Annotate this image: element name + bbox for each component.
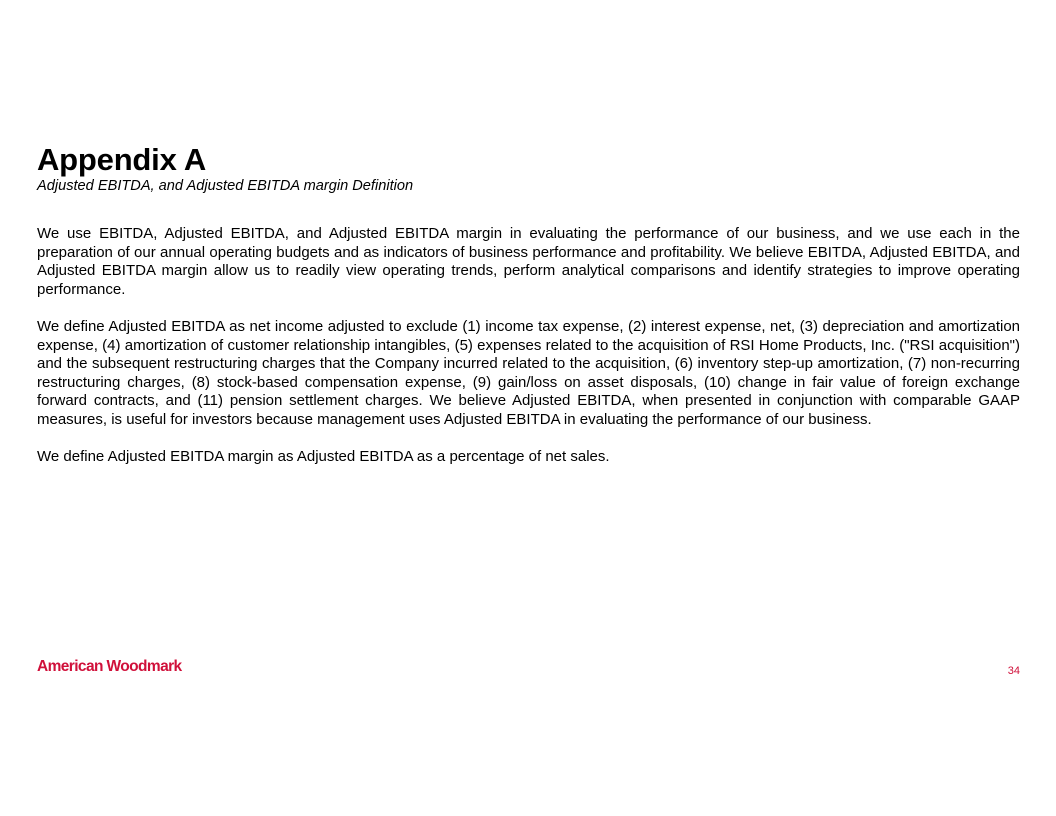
company-logo: American Woodmark (37, 658, 182, 675)
paragraph-adjusted-ebitda-definition: We define Adjusted EBITDA as net income adjusted to exclude (1) income tax expense, (2) interest expense, net, (3) depreciation and amortization expense, (4) amortization of customer relationship intangibles, (5) expenses related to the acquisition of RSI Home Products, Inc. ("RSI acquisition") and the subsequent restructuring charges that the Company incurred related to the acquisition, (6) inventory step-up amortization, (7) non-recurring restructuring charges, (8) stock-based compensation expense, (9) gain/loss on asset disposals, (10) change in fair value of foreign exchange forward contracts, and (11) pension settlement charges. We believe Adjusted EBITDA, when presented in conjunction with comparable GAAP measures, is useful for investors because management uses Adjusted EBITDA in evaluating the performance of our business. (37, 317, 1020, 428)
paragraph-ebitda-usage: We use EBITDA, Adjusted EBITDA, and Adjusted EBITDA margin in evaluating the performance of our business, and we use each in the preparation of our annual operating budgets and as indicators of business performance and profitability. We believe EBITDA, Adjusted EBITDA, and Adjusted EBITDA margin allow us to readily view operating trends, perform analytical comparisons and identify strategies to improve operating performance. (37, 225, 1020, 298)
body-text (37, 225, 1020, 485)
page-subtitle: Adjusted EBITDA, and Adjusted EBITDA margin Definition (37, 178, 414, 194)
page-title: Appendix A (37, 142, 207, 177)
page-number: 34 (1007, 665, 1020, 677)
paragraph-margin-definition: We define Adjusted EBITDA margin as Adjusted EBITDA as a percentage of net sales. (37, 448, 610, 466)
